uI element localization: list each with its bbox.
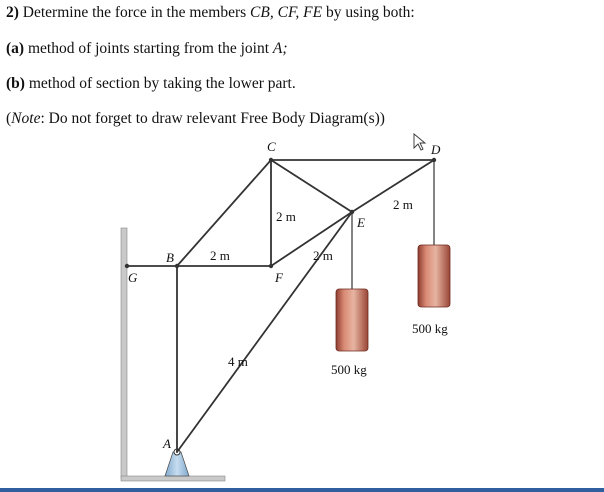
joint-f — [269, 264, 273, 268]
dim-ed: 2 m — [393, 197, 413, 212]
mass-right-label: 500 kg — [412, 321, 448, 336]
mass-right — [418, 245, 450, 307]
mass-left-label: 500 kg — [331, 362, 367, 377]
joint-c — [269, 158, 273, 162]
label-c: C — [267, 139, 276, 154]
question-stem-prefix: Determine the force in the members — [22, 4, 247, 21]
question-members: CB, CF, FE — [250, 4, 323, 21]
question-stem-suffix: by using both: — [325, 4, 415, 21]
note-open-paren: ( — [6, 110, 12, 127]
joint-d — [432, 158, 436, 162]
pin-support-a — [165, 449, 189, 476]
part-a-text: method of joints starting from the joint — [27, 40, 270, 57]
dim-cf: 2 m — [276, 209, 296, 224]
dim-ab: 4 m — [228, 354, 248, 369]
dim-bf: 2 m — [210, 248, 230, 263]
label-b: B — [166, 250, 174, 265]
bottom-accent-bar — [0, 488, 604, 492]
label-g: G — [128, 270, 138, 285]
part-b-tag: (b) — [6, 75, 25, 92]
cursor-icon — [414, 134, 425, 150]
joint-e — [350, 210, 354, 214]
label-f: F — [275, 270, 283, 285]
label-e: E — [357, 215, 365, 230]
joint-b — [175, 264, 179, 268]
mass-left — [336, 289, 368, 351]
part-b-text: method of section by taking the lower part. — [28, 75, 296, 92]
member-ce — [271, 160, 352, 212]
part-a-joint: A; — [272, 40, 288, 57]
dim-fe: 2 m — [313, 248, 333, 263]
part-a-tag: (a) — [6, 40, 25, 57]
label-d: D — [431, 142, 441, 157]
question-number: 2) — [6, 4, 19, 21]
note-label: Note — [11, 110, 41, 127]
joint-g — [125, 264, 129, 268]
note-text: : Do not forget to draw relevant Free Body Diagram(s)) — [40, 110, 385, 127]
label-a: A — [163, 436, 171, 451]
